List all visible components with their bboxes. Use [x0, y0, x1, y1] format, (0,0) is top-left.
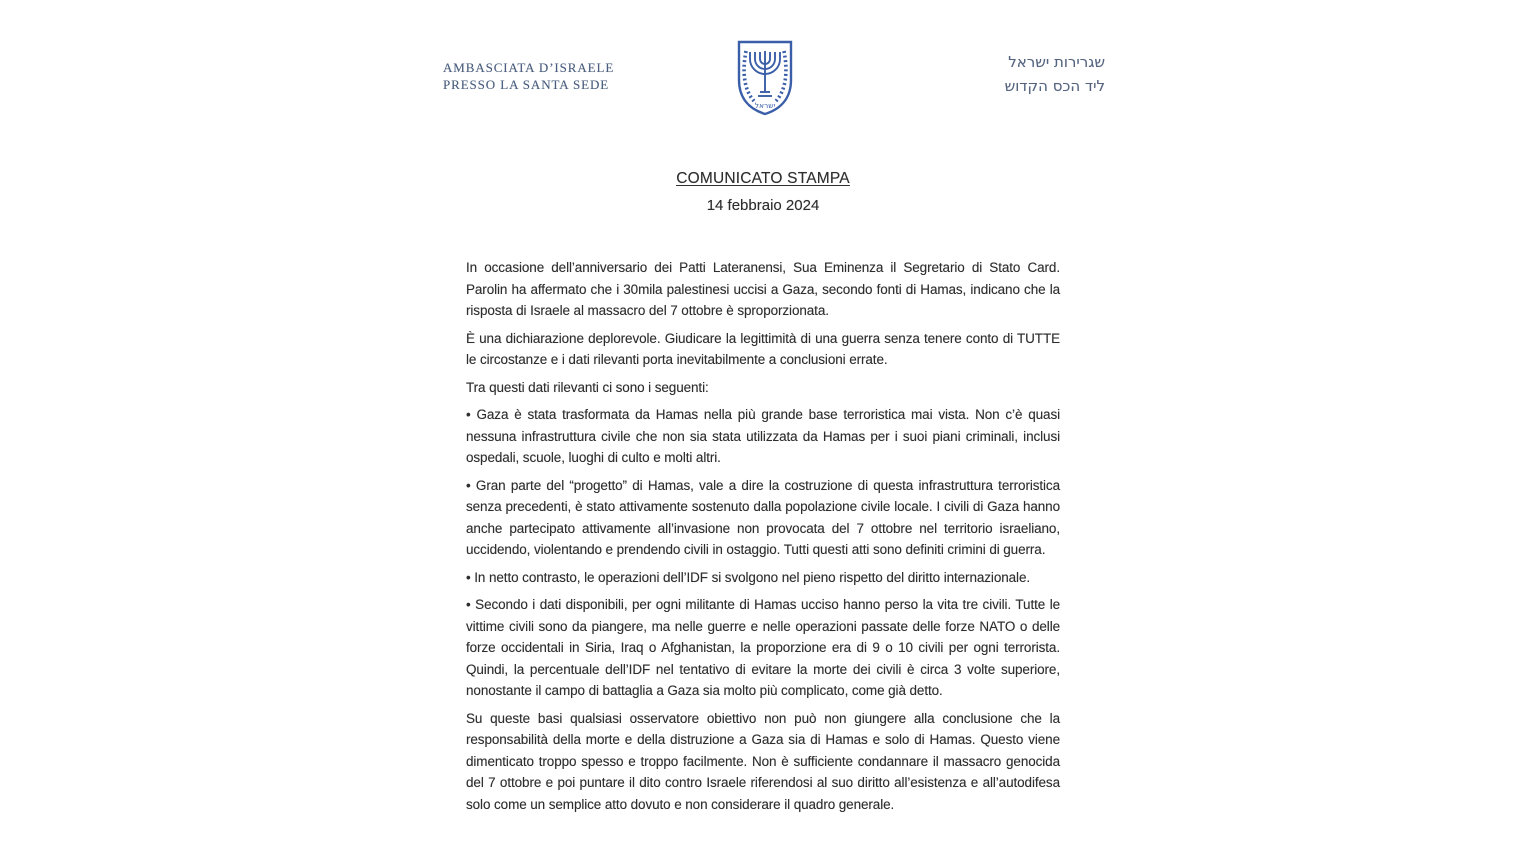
embassy-name-italian-line1: AMBASCIATA D’ISRAELE	[443, 60, 615, 75]
press-release-body	[466, 257, 1060, 821]
embassy-name-hebrew-line2: ליד הכס הקדוש	[1004, 77, 1105, 95]
israel-state-emblem-icon	[733, 38, 797, 118]
document-title: COMUNICATO STAMPA	[676, 170, 850, 187]
paragraph-lead-in: Tra questi dati rilevanti ci sono i seguenti:	[466, 379, 709, 395]
bullet-point-1: • Gaza è stata trasformata da Hamas nella più grande base terroristica mai vista. Non c’è quasi nessuna infrastruttura civile che non sia stata utilizzata da Hamas per i suoi piani criminali, inclusi ospedali, scuole, luoghi di culto e molti altri.	[466, 407, 1060, 465]
paragraph-intro: In occasione dell’anniversario dei Patti Lateranensi, Sua Eminenza il Segretario di Stato Card. Parolin ha affermato che i 30mila palestinesi uccisi a Gaza, secondo fonti di Hamas, indicano che la risposta di Israele al massacro del 7 ottobre è sproporzionata.	[466, 260, 1060, 318]
emblem-caption: ישראל	[754, 101, 776, 110]
embassy-name-italian	[443, 59, 614, 93]
title-block	[466, 168, 1060, 217]
bullet-point-4: • Secondo i dati disponibili, per ogni militante di Hamas ucciso hanno perso la vita tre civili. Tutte le vittime civili sono da piangere, ma nelle guerre e nelle operazioni passate delle forze NATO o delle forze occidentali in Siria, Iraq o Afghanistan, la proporzione era di 9 o 10 civili per ogni terrorista. Quindi, la percentuale dell’IDF nel tentativo di evitare la morte dei civili è circa 3 volte superiore, nonostante il campo di battaglia a Gaza sia molto più complicato, come già detto.	[466, 597, 1060, 698]
paragraph-declaration: È una dichiarazione deplorevole. Giudicare la legittimità di una guerra senza tenere conto di TUTTE le circostanze e i dati rilevanti porta inevitabilmente a conclusioni errate.	[466, 330, 1060, 367]
bullet-point-2: • Gran parte del “progetto” di Hamas, vale a dire la costruzione di questa infrastruttura terroristica senza precedenti, è stato attivamente sostenuto dalla popolazione civile locale. I civili di Gaza hanno anche partecipato attivamente all’invasione non provocata del 7 ottobre nel territorio israeliano, uccidendo, violentando e prendendo civili in ostaggio. Tutti questi atti sono definiti crimini di guerra.	[466, 477, 1060, 557]
paragraph-conclusion: Su queste basi qualsiasi osservatore obiettivo non può non giungere alla conclusione che la responsabilità della morte e della distruzione a Gaza sia di Hamas e solo di Hamas. Questo viene dimenticato troppo spesso e troppo facilmente. Non è sufficiente condannare il massacro genocida del 7 ottobre e poi puntare il dito contro Israele riferendosi al suo diritto all’esistenza e all’autodifesa solo come un semplice atto dovuto e non considerare il quadro generale.	[466, 710, 1060, 812]
embassy-name-hebrew	[905, 50, 1105, 98]
document-date: 14 febbraio 2024	[706, 197, 820, 214]
embassy-name-italian-line2: PRESSO LA SANTA SEDE	[443, 77, 610, 92]
embassy-name-hebrew-line1: שגרירות ישראל	[1008, 53, 1105, 71]
bullet-point-3: • In netto contrasto, le operazioni dell’IDF si svolgono nel pieno rispetto del diritto internazionale.	[466, 569, 1031, 585]
